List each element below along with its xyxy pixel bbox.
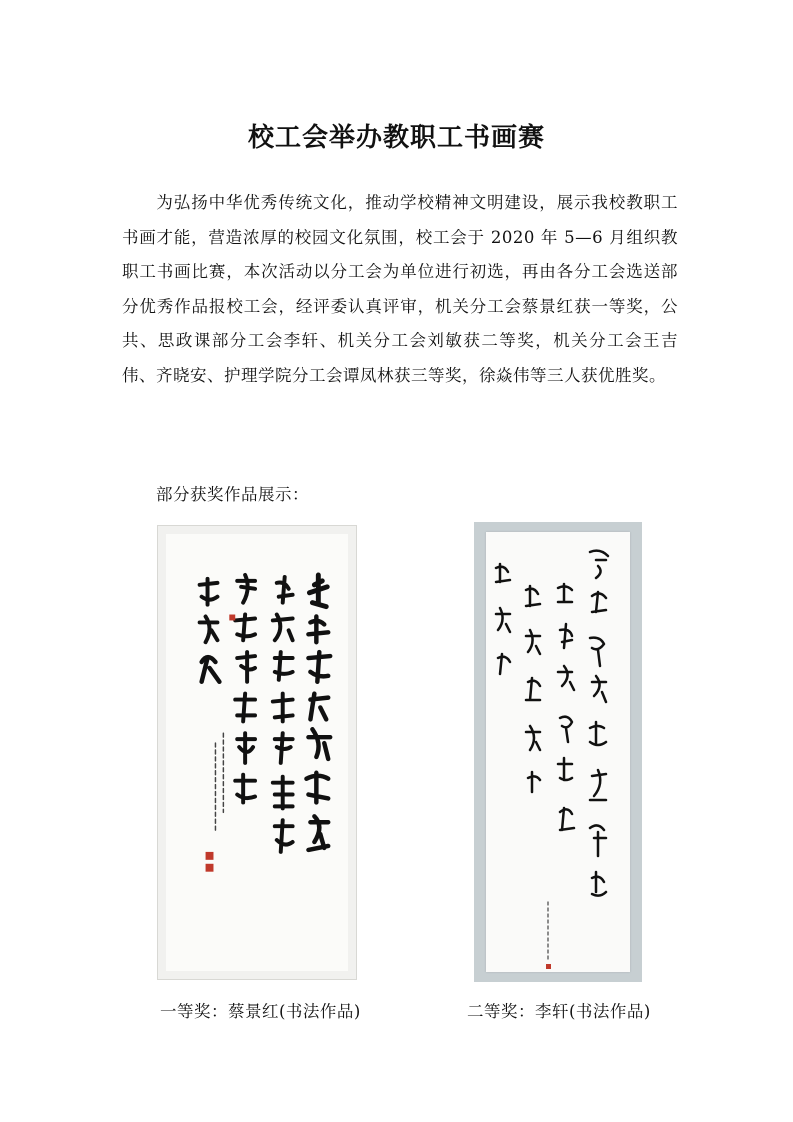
calligraphy-artwork-second-prize <box>474 522 642 982</box>
article-paragraph-text: 为弘扬中华优秀传统文化，推动学校精神文明建设，展示我校教职工书画才能，营造浓厚的校园文化氛围，校工会于 2020 年 5—6 月组织教职工书画比赛，本次活动以分工会为单位进行初选，再由各分工会选送部分优秀作品报校工会，经评委认真评审，机关分工会蔡景红获一等奖，公共、思政课部分工会李轩、机关分工会刘敏获二等奖，机关分工会王吉伟、齐晓安、护理学院分工会谭凤林获三等奖，徐焱伟等三人获优胜奖。 <box>122 193 678 385</box>
artwork-paper <box>166 534 348 971</box>
artwork-paper <box>486 532 630 972</box>
artwork-caption-first-prize: 一等奖：蔡景红(书法作品) <box>160 1002 361 1021</box>
article-paragraph <box>122 186 678 393</box>
page-title: 校工会举办教职工书画赛 <box>247 123 545 154</box>
calligraphy-artwork-first-prize <box>157 525 357 980</box>
calligraphy-strokes-2 <box>486 532 630 972</box>
calligraphy-strokes-1 <box>166 534 348 971</box>
showcase-subhead: 部分获奖作品展示： <box>156 485 309 504</box>
artwork-caption-second-prize: 二等奖：李轩(书法作品) <box>467 1002 651 1021</box>
